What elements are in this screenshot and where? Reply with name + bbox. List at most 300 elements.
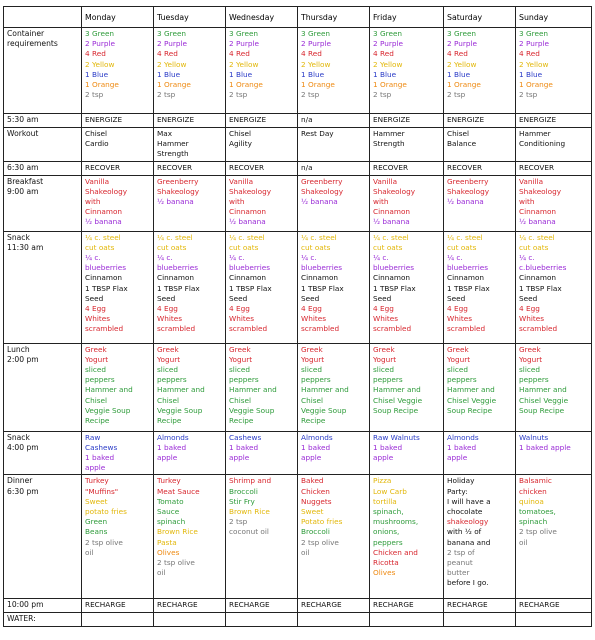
row-label-line: 2:00 pm: [7, 354, 39, 364]
cell-water-thursday: [298, 613, 370, 627]
cell-line: ¼ c.: [301, 253, 317, 263]
row-label-line: 6:30 pm: [7, 486, 39, 496]
cell-snack-1130am-friday: [370, 231, 444, 343]
cell-line: Yogurt: [157, 354, 181, 364]
cell-line: Cashews: [229, 432, 262, 442]
cell-recover-630am-thursday: [298, 161, 370, 175]
cell-recharge-1000pm-tuesday: [154, 599, 226, 613]
cell-line: 1 TBSP Flax: [373, 283, 416, 293]
cell-line: cut oats: [301, 242, 331, 252]
cell-line: 3 Green: [447, 29, 477, 38]
row-label-recharge-1000pm: [4, 599, 82, 613]
cell-line: 1 baked apple: [519, 442, 571, 452]
cell-recover-630am-monday: [82, 161, 154, 175]
cell-snack-1130am-saturday: [444, 231, 516, 343]
cell-water-wednesday: [226, 613, 298, 627]
row-label-line: 11:30 am: [7, 242, 44, 252]
cell-line: 1 TBSP Flax: [229, 283, 272, 293]
cell-line: 4 Egg: [519, 304, 540, 314]
cell-line: cut oats: [85, 242, 115, 252]
cell-container-requirements-thursday: [298, 28, 370, 114]
cell-line: 2 Yellow: [373, 59, 403, 69]
cell-line: RECOVER: [229, 162, 265, 172]
cell-line: sliced: [85, 365, 106, 375]
cell-line: 4 Red: [373, 49, 394, 59]
cell-line: oil: [85, 547, 94, 557]
cell-line: ½ banana: [301, 197, 338, 207]
cell-line: 2 tsp: [519, 90, 538, 100]
cell-line: Almonds: [157, 432, 189, 442]
cell-dinner-tuesday: [154, 475, 226, 599]
cell-line: 2 tsp olive: [85, 537, 123, 547]
cell-line: oil: [301, 547, 310, 557]
cell-line: 1 TBSP Flax: [157, 283, 200, 293]
cell-line: Chisel: [229, 395, 252, 405]
cell-line: Veggie Soup: [157, 405, 203, 415]
cell-line: 2 tsp: [85, 90, 104, 100]
row-label-workout: [4, 128, 82, 162]
cell-energize-530am-sunday: [516, 114, 592, 128]
row-label-snack-1130am: [4, 231, 82, 343]
cell-line: Whites: [229, 314, 255, 324]
cell-line: RECOVER: [373, 162, 409, 172]
cell-line: 2 tsp: [229, 90, 248, 100]
cell-line: Turkey: [157, 476, 181, 486]
cell-line: 1 Blue: [301, 69, 325, 79]
cell-line: ¼ c.: [229, 253, 245, 263]
cell-line: Holiday: [447, 476, 475, 486]
cell-line: scrambled: [157, 324, 196, 334]
cell-line: Strength: [157, 149, 189, 159]
cell-line: peppers: [157, 375, 187, 385]
cell-line: 2 tsp: [447, 90, 466, 100]
cell-line: ¼ c.: [85, 253, 101, 263]
row-label-water: [4, 613, 82, 627]
cell-water-tuesday: [154, 613, 226, 627]
cell-snack-400pm-monday: [82, 431, 154, 475]
cell-line: Recipe: [157, 416, 182, 426]
cell-line: 1 TBSP Flax: [301, 283, 344, 293]
cell-line: chicken: [519, 486, 547, 496]
cell-line: sliced: [447, 365, 468, 375]
cell-line: Nuggets: [301, 496, 332, 506]
cell-lunch-wednesday: [226, 343, 298, 431]
cell-line: Cinnamon: [519, 273, 557, 283]
cell-line: 4 Red: [157, 49, 178, 59]
cell-line: Yogurt: [519, 354, 543, 364]
cell-line: before I go.: [447, 578, 489, 588]
cell-line: apple: [229, 453, 250, 463]
cell-line: peppers: [373, 537, 403, 547]
cell-line: RECHARGE: [373, 600, 414, 610]
cell-line: 1 Orange: [373, 80, 407, 90]
cell-line: ¼ c. steel: [229, 232, 265, 242]
cell-line: Seed: [373, 293, 392, 303]
cell-workout-tuesday: [154, 128, 226, 162]
cell-line: RECHARGE: [447, 600, 488, 610]
cell-energize-530am-wednesday: [226, 114, 298, 128]
cell-line: 1 Blue: [157, 69, 181, 79]
cell-line: Recipe: [301, 416, 326, 426]
cell-recover-630am-friday: [370, 161, 444, 175]
cell-line: coconut oil: [229, 527, 269, 537]
cell-line: 1 Orange: [301, 80, 335, 90]
cell-water-sunday: [516, 613, 592, 627]
cell-line: Brown Rice: [157, 527, 198, 537]
cell-line: 1 Blue: [229, 69, 253, 79]
cell-lunch-sunday: [516, 343, 592, 431]
cell-line: apple: [373, 453, 394, 463]
cell-line: sliced: [301, 365, 322, 375]
cell-line: blueberries: [157, 263, 199, 273]
cell-line: 3 Green: [85, 29, 115, 38]
cell-line: Chisel Veggie: [519, 395, 569, 405]
cell-line: 1 Orange: [519, 80, 553, 90]
cell-line: Raw Walnuts: [373, 432, 420, 442]
cell-line: Almonds: [447, 432, 479, 442]
cell-line: Agility: [229, 139, 252, 149]
cell-snack-1130am-tuesday: [154, 231, 226, 343]
cell-line: Soup Recipe: [519, 405, 565, 415]
cell-line: 3 Green: [373, 29, 403, 38]
row-label-line: Lunch: [7, 344, 30, 354]
cell-line: oil: [157, 568, 166, 578]
cell-lunch-monday: [82, 343, 154, 431]
cell-container-requirements-tuesday: [154, 28, 226, 114]
cell-line: RECOVER: [85, 162, 121, 172]
cell-line: RECHARGE: [157, 600, 198, 610]
cell-line: Meat Sauce: [157, 486, 200, 496]
cell-line: Almonds: [301, 432, 333, 442]
cell-line: Conditioning: [519, 139, 566, 149]
cell-line: ½ banana: [229, 217, 266, 227]
cell-line: 4 Egg: [85, 304, 106, 314]
cell-snack-400pm-friday: [370, 431, 444, 475]
cell-line: Cinnamon: [85, 207, 123, 217]
cell-line: ¼ c. steel: [373, 232, 409, 242]
cell-snack-1130am-sunday: [516, 231, 592, 343]
cell-breakfast-wednesday: [226, 175, 298, 231]
cell-line: c.blueberries: [519, 263, 567, 273]
cell-line: cut oats: [447, 242, 477, 252]
cell-line: Recipe: [85, 416, 110, 426]
cell-line: Chisel: [157, 395, 180, 405]
cell-line: scrambled: [519, 324, 558, 334]
cell-line: 1 Blue: [447, 69, 471, 79]
cell-breakfast-monday: [82, 175, 154, 231]
cell-line: Recipe: [229, 416, 254, 426]
cell-line: Cinnamon: [447, 273, 485, 283]
cell-line: Chisel: [229, 129, 252, 138]
cell-line: Chisel Veggie: [373, 395, 423, 405]
cell-line: ¼ c. steel: [301, 232, 337, 242]
row-label-line: Snack: [7, 232, 30, 242]
cell-line: Whites: [301, 314, 327, 324]
cell-line: 2 Purple: [519, 39, 550, 49]
cell-line: ½ banana: [447, 197, 484, 207]
cell-line: cut oats: [373, 242, 403, 252]
cell-line: ½ banana: [85, 217, 122, 227]
row-label-line: requirements: [7, 39, 58, 49]
cell-line: Ricotta: [373, 558, 399, 568]
cell-line: 4 Red: [85, 49, 106, 59]
row-label-energize-530am: [4, 114, 82, 128]
cell-line: banana and: [447, 537, 491, 547]
cell-line: RECOVER: [157, 162, 193, 172]
cell-line: scrambled: [85, 324, 124, 334]
cell-line: Beans: [85, 527, 108, 537]
cell-line: Seed: [447, 293, 466, 303]
cell-energize-530am-saturday: [444, 114, 516, 128]
cell-line: 1 Orange: [447, 80, 481, 90]
day-header-thursday: Thursday: [298, 7, 370, 28]
cell-line: Chisel: [447, 129, 470, 138]
cell-workout-wednesday: [226, 128, 298, 162]
cell-container-requirements-friday: [370, 28, 444, 114]
cell-workout-thursday: [298, 128, 370, 162]
cell-line: Baked: [301, 476, 324, 486]
cell-workout-monday: [82, 128, 154, 162]
header-row: [4, 7, 592, 28]
cell-line: 1 Orange: [229, 80, 263, 90]
cell-line: Sweet: [301, 507, 324, 517]
cell-water-monday: [82, 613, 154, 627]
cell-line: Raw: [85, 432, 101, 442]
cell-container-requirements-sunday: [516, 28, 592, 114]
cell-recharge-1000pm-wednesday: [226, 599, 298, 613]
cell-dinner-sunday: [516, 475, 592, 599]
row-label-line: Workout: [7, 129, 39, 138]
cell-line: Pizza: [373, 476, 392, 486]
cell-lunch-friday: [370, 343, 444, 431]
cell-breakfast-friday: [370, 175, 444, 231]
cell-energize-530am-friday: [370, 114, 444, 128]
cell-line: 2 tsp: [301, 90, 320, 100]
row-workout: [4, 128, 592, 162]
cell-line: spinach: [519, 517, 548, 527]
cell-line: Olives: [157, 547, 180, 557]
cell-line: 2 tsp olive: [301, 537, 339, 547]
row-label-line: Snack: [7, 432, 30, 442]
cell-line: Seed: [301, 293, 320, 303]
cell-line: ½ banana: [373, 217, 410, 227]
cell-line: Vanilla: [373, 176, 398, 186]
cell-line: 2 Yellow: [85, 59, 115, 69]
cell-line: 2 tsp of: [447, 547, 475, 557]
cell-line: blueberries: [373, 263, 415, 273]
cell-snack-400pm-thursday: [298, 431, 370, 475]
cell-line: ¼ c.: [157, 253, 173, 263]
cell-line: 4 Egg: [157, 304, 178, 314]
cell-snack-1130am-thursday: [298, 231, 370, 343]
row-label-line: 9:00 am: [7, 186, 39, 196]
cell-line: Cinnamon: [157, 273, 195, 283]
row-snack-1130am: [4, 231, 592, 343]
day-header-friday: Friday: [370, 7, 444, 28]
cell-container-requirements-wednesday: [226, 28, 298, 114]
cell-line: Cinnamon: [229, 273, 267, 283]
cell-line: mushrooms,: [373, 517, 419, 527]
cell-workout-friday: [370, 128, 444, 162]
cell-line: Whites: [519, 314, 545, 324]
cell-line: 2 Purple: [373, 39, 404, 49]
cell-line: RECOVER: [447, 162, 483, 172]
cell-recover-630am-tuesday: [154, 161, 226, 175]
cell-lunch-saturday: [444, 343, 516, 431]
row-breakfast: [4, 175, 592, 231]
cell-snack-400pm-sunday: [516, 431, 592, 475]
cell-line: Greek: [85, 344, 107, 354]
cell-line: Cardio: [85, 139, 109, 149]
row-label-line: 6:30 am: [7, 162, 39, 172]
cell-snack-400pm-saturday: [444, 431, 516, 475]
cell-dinner-wednesday: [226, 475, 298, 599]
cell-line: 2 tsp olive: [157, 558, 195, 568]
cell-line: 1 TBSP Flax: [85, 283, 128, 293]
cell-line: Vanilla: [85, 176, 110, 186]
row-label-lunch: [4, 343, 82, 431]
cell-line: 1 Orange: [157, 80, 191, 90]
cell-line: blueberries: [85, 263, 127, 273]
cell-lunch-thursday: [298, 343, 370, 431]
row-container-requirements: [4, 28, 592, 114]
cell-water-friday: [370, 613, 444, 627]
cell-line: tortilla: [373, 496, 397, 506]
cell-line: Vanilla: [229, 176, 254, 186]
cell-line: 4 Egg: [447, 304, 468, 314]
cell-dinner-monday: [82, 475, 154, 599]
row-snack-400pm: [4, 431, 592, 475]
cell-line: Seed: [229, 293, 248, 303]
cell-line: Shakeology: [447, 186, 490, 196]
cell-line: Stir Fry: [229, 496, 255, 506]
cell-line: n/a: [301, 115, 313, 124]
cell-line: Chicken and: [373, 547, 418, 557]
cell-line: Greek: [157, 344, 179, 354]
cell-workout-saturday: [444, 128, 516, 162]
cell-line: Shakeology: [157, 186, 200, 196]
cell-line: Broccoli: [301, 527, 330, 537]
cell-water-saturday: [444, 613, 516, 627]
cell-line: Low Carb: [373, 486, 407, 496]
cell-line: 2 Purple: [157, 39, 188, 49]
day-header-sunday: Sunday: [516, 7, 592, 28]
cell-line: 1 Blue: [373, 69, 397, 79]
cell-line: 4 Red: [447, 49, 468, 59]
cell-line: Cinnamon: [519, 207, 557, 217]
cell-line: ½ banana: [519, 217, 556, 227]
cell-line: 2 Purple: [85, 39, 116, 49]
cell-line: Veggie Soup: [301, 405, 347, 415]
day-header-tuesday: Tuesday: [154, 7, 226, 28]
cell-line: ¼ c.: [519, 253, 535, 263]
cell-line: quinoa: [519, 496, 544, 506]
cell-line: Yogurt: [373, 354, 397, 364]
cell-line: 1 TBSP Flax: [447, 283, 490, 293]
cell-line: scrambled: [373, 324, 412, 334]
cell-line: Cinnamon: [373, 273, 411, 283]
cell-line: apple: [301, 453, 322, 463]
cell-line: with: [519, 197, 535, 207]
cell-line: Hammer and: [157, 385, 205, 395]
cell-line: oil: [519, 537, 528, 547]
cell-line: 1 Blue: [85, 69, 109, 79]
cell-line: Potato fries: [301, 517, 343, 527]
row-lunch: [4, 343, 592, 431]
cell-line: Shakeology: [519, 186, 562, 196]
cell-line: 1 baked: [373, 442, 403, 452]
row-label-line: 10:00 pm: [7, 600, 44, 610]
cell-line: Hammer: [157, 139, 189, 149]
cell-line: Greenberry: [157, 176, 199, 186]
cell-container-requirements-saturday: [444, 28, 516, 114]
cell-line: 2 tsp: [229, 517, 248, 527]
cell-line: 4 Egg: [229, 304, 250, 314]
cell-line: Hammer and: [301, 385, 349, 395]
cell-line: Max: [157, 129, 173, 138]
cell-line: Shakeology: [229, 186, 272, 196]
cell-line: Whites: [447, 314, 473, 324]
cell-recharge-1000pm-friday: [370, 599, 444, 613]
cell-line: Walnuts: [519, 432, 549, 442]
cell-line: Rest Day: [301, 129, 334, 138]
cell-line: ¼ c.: [373, 253, 389, 263]
cell-line: ¼ c. steel: [85, 232, 121, 242]
row-label-line: Dinner: [7, 476, 33, 486]
cell-recharge-1000pm-sunday: [516, 599, 592, 613]
cell-line: 2 Purple: [447, 39, 478, 49]
cell-line: Greenberry: [447, 176, 489, 186]
cell-line: Whites: [373, 314, 399, 324]
cell-line: cut oats: [157, 242, 187, 252]
cell-line: 3 Green: [301, 29, 331, 38]
cell-line: 2 tsp olive: [519, 527, 557, 537]
cell-dinner-friday: [370, 475, 444, 599]
cell-snack-1130am-monday: [82, 231, 154, 343]
cell-line: Sauce: [157, 507, 180, 517]
day-header-saturday: Saturday: [444, 7, 516, 28]
cell-line: ½ banana: [157, 197, 194, 207]
cell-snack-400pm-wednesday: [226, 431, 298, 475]
cell-line: RECHARGE: [301, 600, 342, 610]
cell-line: Hammer and: [447, 385, 495, 395]
row-energize-530am: [4, 114, 592, 128]
day-header-monday: Monday: [82, 7, 154, 28]
cell-line: Cashews: [85, 442, 118, 452]
cell-line: 3 Green: [519, 29, 549, 38]
row-water: [4, 613, 592, 627]
cell-line: spinach: [157, 517, 186, 527]
cell-line: 2 tsp: [373, 90, 392, 100]
cell-recover-630am-saturday: [444, 161, 516, 175]
row-recover-630am: [4, 161, 592, 175]
cell-line: scrambled: [229, 324, 268, 334]
cell-line: 2 Purple: [229, 39, 260, 49]
cell-line: peppers: [301, 375, 331, 385]
cell-line: cut oats: [229, 242, 259, 252]
cell-line: ¼ c.: [447, 253, 463, 263]
header-corner: [4, 7, 82, 28]
cell-recharge-1000pm-saturday: [444, 599, 516, 613]
cell-line: with: [373, 197, 389, 207]
cell-line: Hammer and: [519, 385, 567, 395]
cell-line: 4 Red: [519, 49, 540, 59]
cell-energize-530am-tuesday: [154, 114, 226, 128]
cell-line: ENERGIZE: [229, 115, 267, 124]
cell-line: Tomato: [157, 496, 184, 506]
cell-line: Greek: [373, 344, 395, 354]
row-label-breakfast: [4, 175, 82, 231]
